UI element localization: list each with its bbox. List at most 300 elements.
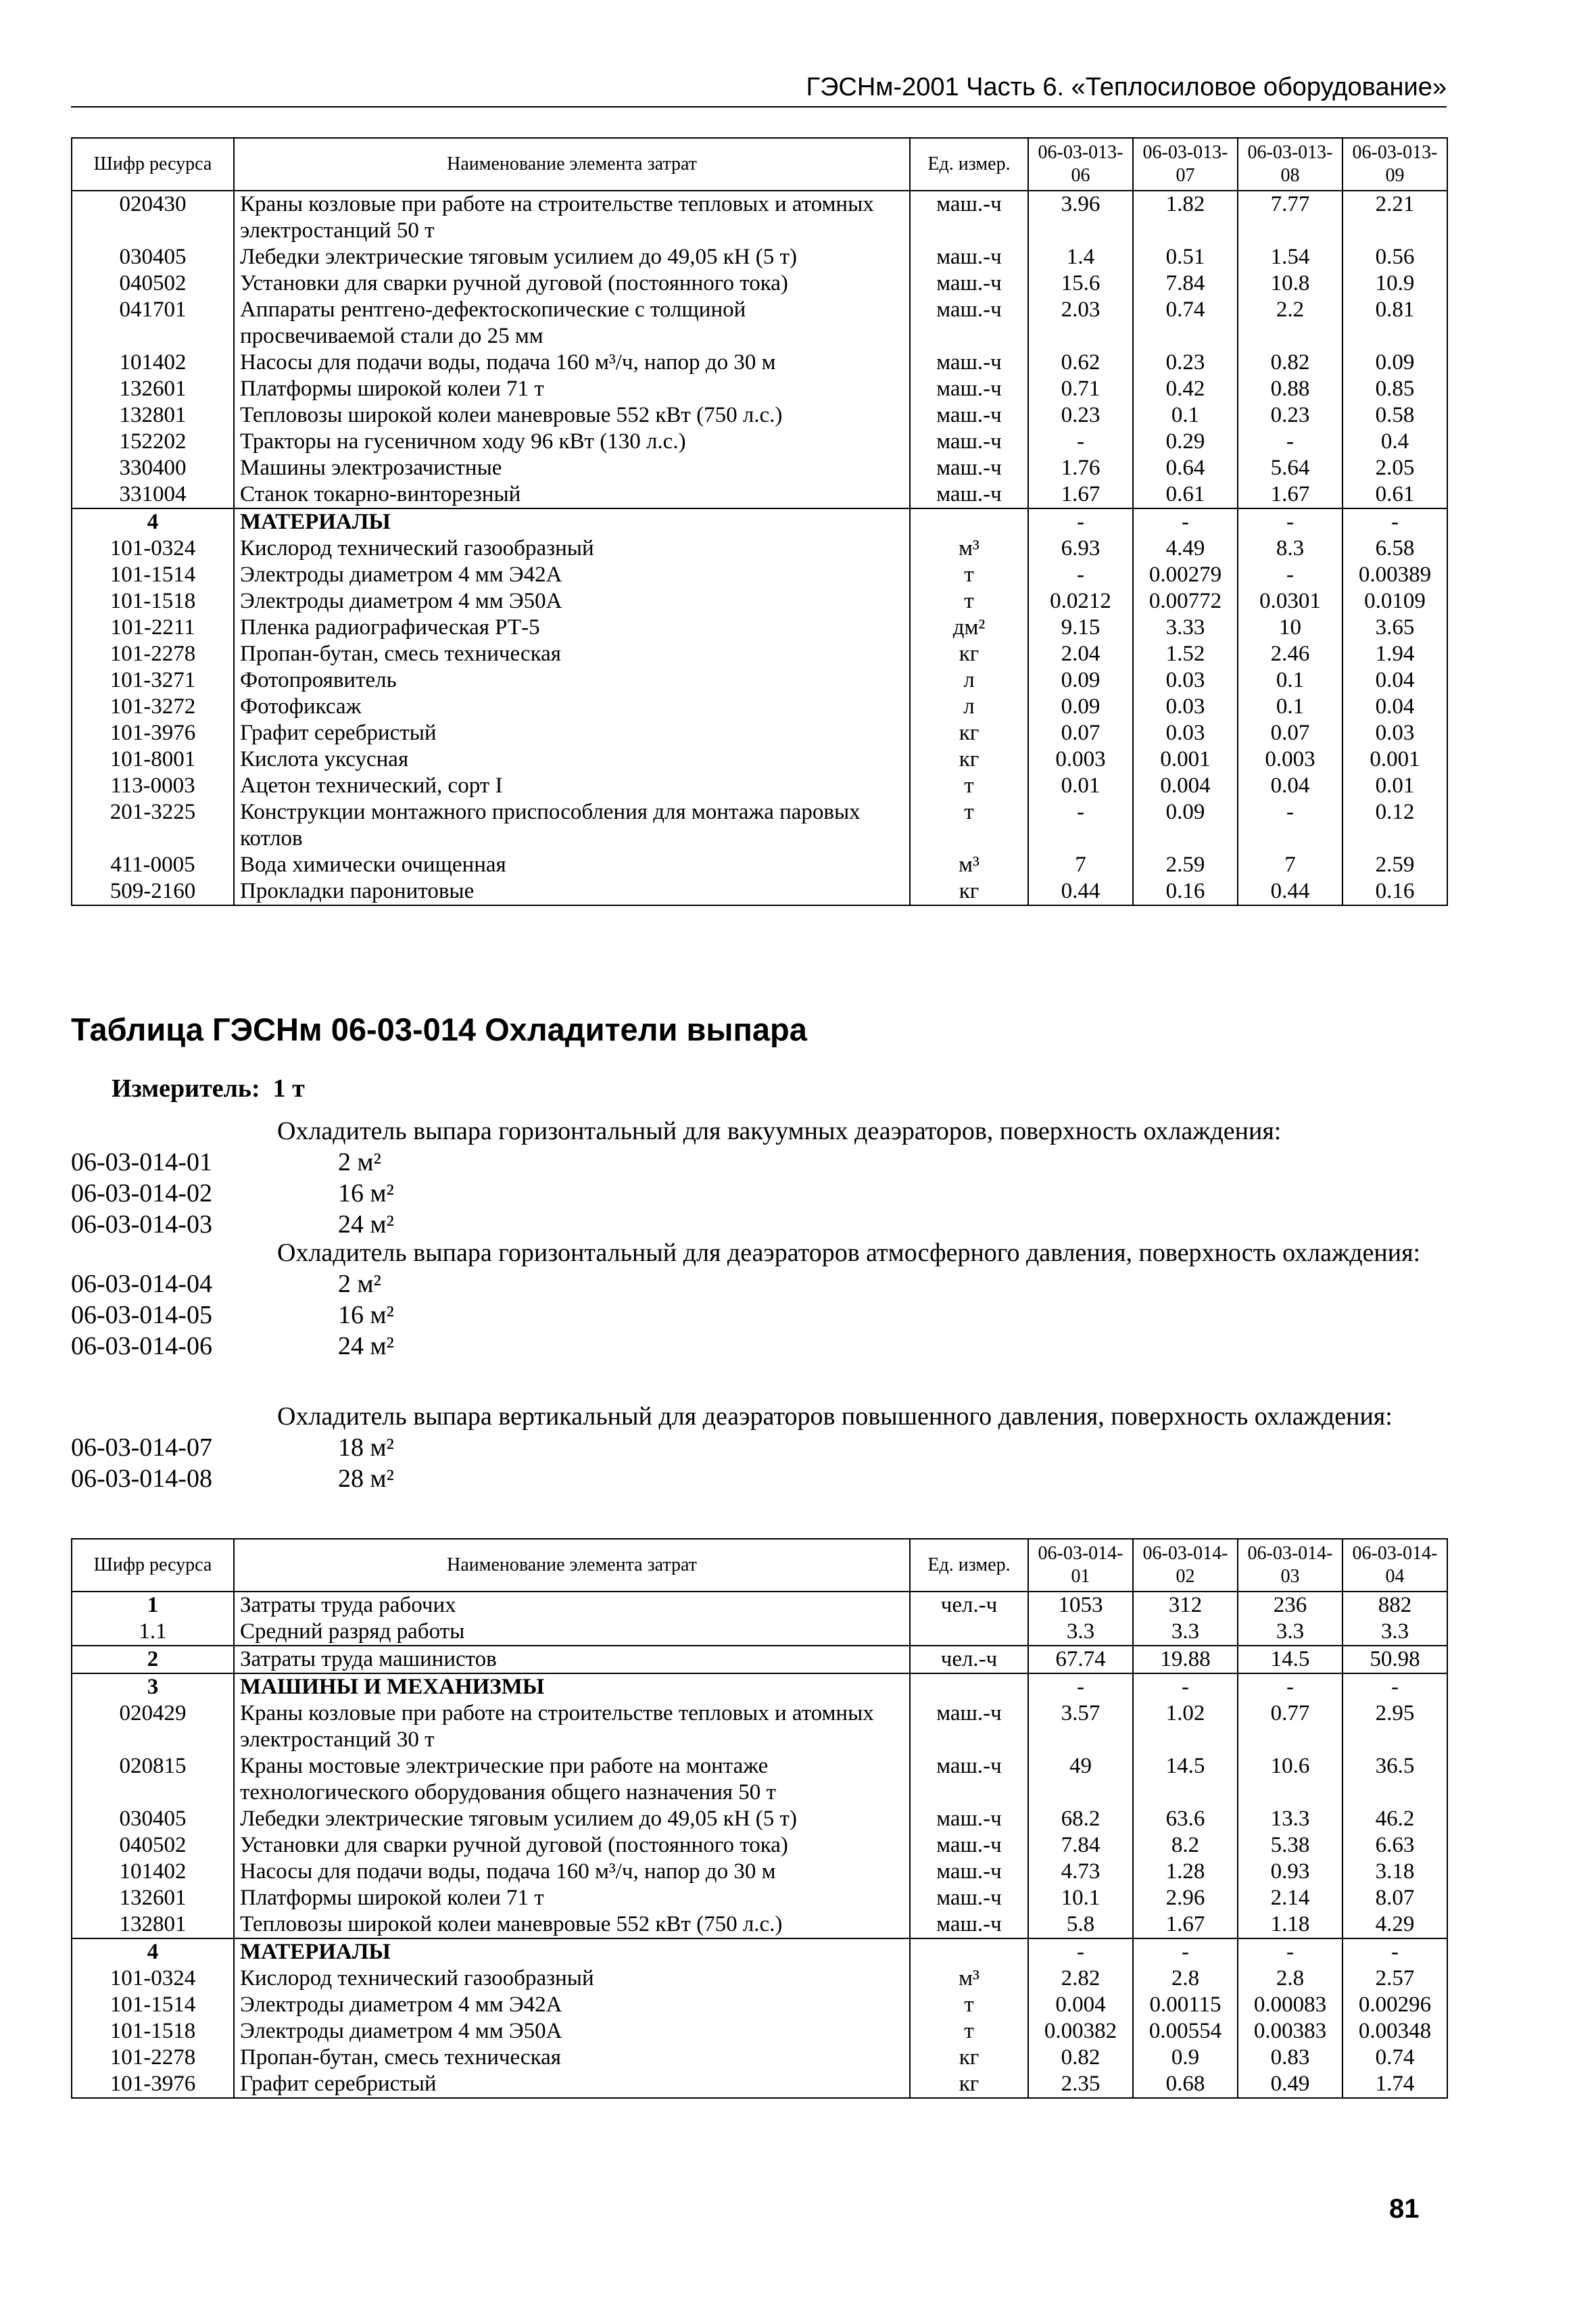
resource-unit: маш.-ч <box>910 1859 1028 1885</box>
group-description: Охладитель выпара горизонтальный для деаэраторов атмосферного давления, поверхность охлаждения: <box>277 1239 1421 1267</box>
resource-value: 2.95 <box>1343 1700 1447 1753</box>
resource-name: Электроды диаметром 4 мм Э42А <box>234 562 910 588</box>
resource-value: 50.98 <box>1343 1646 1447 1673</box>
resource-unit: чел.-ч <box>910 1646 1028 1673</box>
resource-value: 2.59 <box>1133 852 1238 878</box>
resource-code: 201-3225 <box>72 799 234 852</box>
resource-code: 1 <box>72 1592 234 1619</box>
table-row <box>72 746 1447 773</box>
resource-table-013 <box>71 137 1448 906</box>
resource-value: 2.04 <box>1028 641 1133 667</box>
norm-item <box>71 1147 1447 1178</box>
resource-unit: маш.-ч <box>910 244 1028 270</box>
resource-name: Краны козловые при работе на строительстве тепловых и атомных электростанций 30 т <box>234 1700 910 1753</box>
resource-value: 3.3 <box>1028 1619 1133 1646</box>
resource-code: 132801 <box>72 402 234 429</box>
resource-unit: м³ <box>910 852 1028 878</box>
norm-item <box>71 1463 1447 1494</box>
table-row <box>72 402 1447 429</box>
resource-value: 5.64 <box>1238 455 1343 481</box>
column-header: Шифр ресурса <box>72 1539 234 1592</box>
table-row <box>72 852 1447 878</box>
resource-name: Электроды диаметром 4 мм Э42А <box>234 1992 910 2018</box>
resource-unit: т <box>910 799 1028 852</box>
resource-name: Платформы широкой колеи 71 т <box>234 376 910 402</box>
resource-name: Затраты труда рабочих <box>234 1592 910 1619</box>
resource-unit: чел.-ч <box>910 1592 1028 1619</box>
resource-code: 3 <box>72 1673 234 1700</box>
norm-value: 16 м² <box>338 1179 394 1208</box>
table-row <box>72 376 1447 402</box>
resource-value: 2.46 <box>1238 641 1343 667</box>
resource-unit <box>910 1673 1028 1700</box>
resource-value: 0.51 <box>1133 244 1238 270</box>
resource-value: 0.00554 <box>1133 2018 1238 2045</box>
resource-value: 0.09 <box>1028 694 1133 720</box>
table-row <box>72 878 1447 905</box>
resource-unit: маш.-ч <box>910 455 1028 481</box>
resource-value: 0.16 <box>1343 878 1447 905</box>
resource-name: Тракторы на гусеничном ходу 96 кВт (130 л.с.) <box>234 429 910 455</box>
table-row <box>72 1592 1447 1619</box>
resource-name: Платформы широкой колеи 71 т <box>234 1885 910 1911</box>
resource-value: 0.64 <box>1133 455 1238 481</box>
resource-value: 1.67 <box>1238 481 1343 508</box>
column-header: 06-03-013-09 <box>1343 138 1447 191</box>
resource-code: 152202 <box>72 429 234 455</box>
table-row <box>72 694 1447 720</box>
table-row <box>72 1673 1447 1700</box>
resource-value: 1.54 <box>1238 244 1343 270</box>
resource-unit: маш.-ч <box>910 1911 1028 1938</box>
resource-name: Прокладки паронитовые <box>234 878 910 905</box>
resource-value: 0.29 <box>1133 429 1238 455</box>
column-header: 06-03-013-08 <box>1238 138 1343 191</box>
resource-value: - <box>1238 1673 1343 1700</box>
resource-value: 0.00383 <box>1238 2018 1343 2045</box>
resource-code: 113-0003 <box>72 773 234 799</box>
page-header: ГЭСНм-2001 Часть 6. «Теплосиловое оборудование» <box>71 73 1447 108</box>
table-row <box>72 1965 1447 1992</box>
resource-name: МАШИНЫ И МЕХАНИЗМЫ <box>234 1673 910 1700</box>
norm-item <box>71 1178 1447 1209</box>
resource-code: 101-2278 <box>72 2045 234 2071</box>
resource-value: 0.01 <box>1028 773 1133 799</box>
resource-value: 0.9 <box>1133 2045 1238 2071</box>
resource-unit: маш.-ч <box>910 1832 1028 1859</box>
resource-name: Машины электрозачистные <box>234 455 910 481</box>
group-description: Охладитель выпара вертикальный для деаэраторов повышенного давления, поверхность охлаждения: <box>277 1402 1393 1431</box>
table-row <box>72 1619 1447 1646</box>
norm-value: 24 м² <box>338 1332 394 1360</box>
resource-code: 041701 <box>72 297 234 350</box>
resource-value: 63.6 <box>1133 1806 1238 1832</box>
resource-code: 020815 <box>72 1753 234 1806</box>
table-row <box>72 1911 1447 1938</box>
resource-value: 0.61 <box>1343 481 1447 508</box>
table-row <box>72 2018 1447 2045</box>
resource-value: 0.004 <box>1133 773 1238 799</box>
resource-unit: маш.-ч <box>910 1700 1028 1753</box>
resource-name: Графит серебристый <box>234 2071 910 2098</box>
resource-name: Установки для сварки ручной дуговой (постоянного тока) <box>234 1832 910 1859</box>
resource-value: 0.82 <box>1028 2045 1133 2071</box>
norm-code: 06-03-014-03 <box>71 1210 212 1239</box>
resource-name: Тепловозы широкой колеи маневровые 552 кВт (750 л.с.) <box>234 1911 910 1938</box>
norm-group-2 <box>71 1237 1447 1362</box>
resource-value: 2.03 <box>1028 297 1133 350</box>
resource-code: 101402 <box>72 350 234 376</box>
norm-code: 06-03-014-07 <box>71 1433 212 1462</box>
resource-name: МАТЕРИАЛЫ <box>234 508 910 535</box>
resource-name: Затраты труда машинистов <box>234 1646 910 1673</box>
resource-value: 0.04 <box>1238 773 1343 799</box>
resource-value: 236 <box>1238 1592 1343 1619</box>
resource-value: 0.42 <box>1133 376 1238 402</box>
resource-code: 020430 <box>72 191 234 244</box>
resource-code: 101-2278 <box>72 641 234 667</box>
resource-code: 330400 <box>72 455 234 481</box>
resource-code: 101-2211 <box>72 615 234 641</box>
resource-value: 67.74 <box>1028 1646 1133 1673</box>
resource-name: Краны мостовые электрические при работе на монтаже технологического оборудования общего назначения 50 т <box>234 1753 910 1806</box>
resource-unit <box>910 508 1028 535</box>
resource-value: 7.84 <box>1133 270 1238 297</box>
norm-code: 06-03-014-04 <box>71 1270 212 1298</box>
column-header: 06-03-014-01 <box>1028 1539 1133 1592</box>
resource-value: 10 <box>1238 615 1343 641</box>
resource-value: 1.02 <box>1133 1700 1238 1753</box>
resource-value: 3.3 <box>1343 1619 1447 1646</box>
resource-code: 101-1514 <box>72 562 234 588</box>
resource-code: 4 <box>72 508 234 535</box>
resource-value: 36.5 <box>1343 1753 1447 1806</box>
resource-value: 14.5 <box>1238 1646 1343 1673</box>
column-header: 06-03-013-07 <box>1133 138 1238 191</box>
table-row <box>72 799 1447 852</box>
resource-value: 1.82 <box>1133 191 1238 244</box>
resource-value: 10.9 <box>1343 270 1447 297</box>
resource-value: 0.04 <box>1343 667 1447 694</box>
resource-unit: кг <box>910 2045 1028 2071</box>
resource-value: 2.14 <box>1238 1885 1343 1911</box>
norm-item <box>71 1432 1447 1463</box>
resource-value: 0.03 <box>1133 694 1238 720</box>
resource-value: 3.57 <box>1028 1700 1133 1753</box>
resource-value: - <box>1343 508 1447 535</box>
table-row <box>72 1832 1447 1859</box>
table-row <box>72 481 1447 508</box>
resource-value: 2.35 <box>1028 2071 1133 2098</box>
table-row <box>72 191 1447 244</box>
resource-value: - <box>1238 429 1343 455</box>
resource-value: 0.74 <box>1133 297 1238 350</box>
resource-code: 101-1514 <box>72 1992 234 2018</box>
resource-value: 7.77 <box>1238 191 1343 244</box>
resource-code: 101-3272 <box>72 694 234 720</box>
resource-code: 2 <box>72 1646 234 1673</box>
resource-name: Пропан-бутан, смесь техническая <box>234 2045 910 2071</box>
resource-unit: л <box>910 667 1028 694</box>
column-header: 06-03-014-04 <box>1343 1539 1447 1592</box>
norm-group-1 <box>71 1116 1447 1240</box>
resource-value: 0.0301 <box>1238 588 1343 615</box>
resource-name: Пленка радиографическая РТ-5 <box>234 615 910 641</box>
resource-name: Конструкции монтажного приспособления для монтажа паровых котлов <box>234 799 910 852</box>
resource-code: 101-0324 <box>72 1965 234 1992</box>
resource-code: 101-3976 <box>72 2071 234 2098</box>
resource-unit: кг <box>910 878 1028 905</box>
resource-name: Средний разряд работы <box>234 1619 910 1646</box>
resource-name: Пропан-бутан, смесь техническая <box>234 641 910 667</box>
resource-value: 0.04 <box>1343 694 1447 720</box>
resource-code: 1.1 <box>72 1619 234 1646</box>
table-row <box>72 350 1447 376</box>
resource-value: 19.88 <box>1133 1646 1238 1673</box>
resource-table-014 <box>71 1538 1448 2099</box>
resource-value: 0.09 <box>1028 667 1133 694</box>
resource-unit: маш.-ч <box>910 1753 1028 1806</box>
resource-value: - <box>1133 1673 1238 1700</box>
table-row <box>72 1859 1447 1885</box>
resource-unit: маш.-ч <box>910 429 1028 455</box>
table-row <box>72 1885 1447 1911</box>
resource-value: 15.6 <box>1028 270 1133 297</box>
table-row <box>72 2071 1447 2098</box>
resource-name: Насосы для подачи воды, подача 160 м³/ч, напор до 30 м <box>234 1859 910 1885</box>
resource-value: 6.58 <box>1343 535 1447 562</box>
resource-value: 0.58 <box>1343 402 1447 429</box>
resource-unit: м³ <box>910 535 1028 562</box>
resource-code: 411-0005 <box>72 852 234 878</box>
resource-value: 0.1 <box>1238 694 1343 720</box>
norm-item <box>71 1331 1447 1362</box>
resource-value: 882 <box>1343 1592 1447 1619</box>
group-description: Охладитель выпара горизонтальный для вакуумных деаэраторов, поверхность охлаждения: <box>277 1117 1282 1145</box>
table-row <box>72 1753 1447 1806</box>
resource-code: 101402 <box>72 1859 234 1885</box>
resource-unit: маш.-ч <box>910 481 1028 508</box>
table-title: Таблица ГЭСНм 06-03-014 Охладители выпара <box>71 1011 807 1047</box>
resource-value: - <box>1238 1938 1343 1965</box>
table-row <box>72 773 1447 799</box>
resource-value: - <box>1028 562 1133 588</box>
resource-value: 0.77 <box>1238 1700 1343 1753</box>
resource-code: 101-3976 <box>72 720 234 746</box>
resource-name: Графит серебристый <box>234 720 910 746</box>
table-row <box>72 1938 1447 1965</box>
resource-unit: маш.-ч <box>910 1806 1028 1832</box>
resource-unit: кг <box>910 746 1028 773</box>
table-row <box>72 720 1447 746</box>
norm-value: 24 м² <box>338 1210 394 1239</box>
resource-unit: т <box>910 562 1028 588</box>
norm-group-3 <box>71 1401 1447 1494</box>
resource-value: 0.07 <box>1028 720 1133 746</box>
resource-value: 0.00296 <box>1343 1992 1447 2018</box>
resource-value: 3.33 <box>1133 615 1238 641</box>
resource-unit: маш.-ч <box>910 350 1028 376</box>
resource-value: 0.82 <box>1238 350 1343 376</box>
resource-value: 0.00382 <box>1028 2018 1133 2045</box>
resource-name: Кислород технический газообразный <box>234 1965 910 1992</box>
resource-value: 1.18 <box>1238 1911 1343 1938</box>
norm-code: 06-03-014-08 <box>71 1464 212 1493</box>
resource-value: - <box>1133 508 1238 535</box>
resource-unit: маш.-ч <box>910 297 1028 350</box>
resource-value: 1.74 <box>1343 2071 1447 2098</box>
resource-value: - <box>1028 508 1133 535</box>
resource-value: 0.81 <box>1343 297 1447 350</box>
resource-value: 13.3 <box>1238 1806 1343 1832</box>
resource-value: 0.07 <box>1238 720 1343 746</box>
resource-unit: маш.-ч <box>910 270 1028 297</box>
resource-value: 0.4 <box>1343 429 1447 455</box>
resource-name: Лебедки электрические тяговым усилием до 49,05 кН (5 т) <box>234 244 910 270</box>
resource-value: 1.76 <box>1028 455 1133 481</box>
table-row <box>72 1992 1447 2018</box>
resource-value: - <box>1028 1673 1133 1700</box>
column-header: Шифр ресурса <box>72 138 234 191</box>
norm-item <box>71 1209 1447 1240</box>
resource-value: 4.73 <box>1028 1859 1133 1885</box>
norm-value: 28 м² <box>338 1464 394 1493</box>
meter-line <box>112 1074 305 1103</box>
resource-value: 3.3 <box>1238 1619 1343 1646</box>
table-header-row <box>72 1539 1447 1592</box>
resource-value: - <box>1238 508 1343 535</box>
page-number: 81 <box>1389 2194 1420 2224</box>
resource-value: 0.23 <box>1133 350 1238 376</box>
resource-value: 0.71 <box>1028 376 1133 402</box>
table-row <box>72 641 1447 667</box>
resource-code: 331004 <box>72 481 234 508</box>
resource-value: 0.85 <box>1343 376 1447 402</box>
resource-value: 6.93 <box>1028 535 1133 562</box>
resource-unit: кг <box>910 641 1028 667</box>
resource-value: 0.0109 <box>1343 588 1447 615</box>
resource-code: 040502 <box>72 1832 234 1859</box>
resource-value: - <box>1028 1938 1133 1965</box>
resource-value: 2.96 <box>1133 1885 1238 1911</box>
resource-code: 040502 <box>72 270 234 297</box>
resource-name: Станок токарно-винторезный <box>234 481 910 508</box>
resource-value: 1.28 <box>1133 1859 1238 1885</box>
resource-value: 2.82 <box>1028 1965 1133 1992</box>
resource-value: 1053 <box>1028 1592 1133 1619</box>
resource-value: 2.8 <box>1238 1965 1343 1992</box>
resource-name: Насосы для подачи воды, подача 160 м³/ч, напор до 30 м <box>234 350 910 376</box>
resource-value: 5.8 <box>1028 1911 1133 1938</box>
resource-value: 49 <box>1028 1753 1133 1806</box>
resource-value: 7.84 <box>1028 1832 1133 1859</box>
resource-value: 0.62 <box>1028 350 1133 376</box>
resource-value: 2.57 <box>1343 1965 1447 1992</box>
resource-value: 7 <box>1028 852 1133 878</box>
resource-value: 3.3 <box>1133 1619 1238 1646</box>
resource-unit: т <box>910 2018 1028 2045</box>
resource-unit: т <box>910 588 1028 615</box>
resource-value: - <box>1028 799 1133 852</box>
table-row <box>72 2045 1447 2071</box>
table-row <box>72 455 1447 481</box>
table-row <box>72 297 1447 350</box>
column-header: 06-03-014-02 <box>1133 1539 1238 1592</box>
resource-name: Установки для сварки ручной дуговой (постоянного тока) <box>234 270 910 297</box>
resource-value: 2.59 <box>1343 852 1447 878</box>
resource-value: 7 <box>1238 852 1343 878</box>
resource-unit: кг <box>910 2071 1028 2098</box>
norm-value: 18 м² <box>338 1433 394 1462</box>
resource-value: 0.74 <box>1343 2045 1447 2071</box>
resource-value: 2.05 <box>1343 455 1447 481</box>
resource-value: 3.18 <box>1343 1859 1447 1885</box>
resource-name: Фотопроявитель <box>234 667 910 694</box>
resource-name: МАТЕРИАЛЫ <box>234 1938 910 1965</box>
resource-value: 0.68 <box>1133 2071 1238 2098</box>
table-header-row <box>72 138 1447 191</box>
resource-code: 509-2160 <box>72 878 234 905</box>
resource-value: 0.23 <box>1238 402 1343 429</box>
resource-value: 0.0212 <box>1028 588 1133 615</box>
resource-value: 0.003 <box>1238 746 1343 773</box>
resource-value: 2.2 <box>1238 297 1343 350</box>
resource-value: 46.2 <box>1343 1806 1447 1832</box>
resource-value: 10.1 <box>1028 1885 1133 1911</box>
resource-name: Электроды диаметром 4 мм Э50А <box>234 588 910 615</box>
resource-code: 101-8001 <box>72 746 234 773</box>
resource-value: 0.001 <box>1133 746 1238 773</box>
resource-code: 030405 <box>72 244 234 270</box>
resource-value: - <box>1238 799 1343 852</box>
norm-value: 2 м² <box>338 1270 381 1298</box>
resource-value: 3.96 <box>1028 191 1133 244</box>
table-row <box>72 615 1447 641</box>
resource-unit: маш.-ч <box>910 376 1028 402</box>
resource-value: 6.63 <box>1343 1832 1447 1859</box>
resource-code: 101-0324 <box>72 535 234 562</box>
norm-code: 06-03-014-06 <box>71 1332 212 1360</box>
resource-value: 0.49 <box>1238 2071 1343 2098</box>
resource-value: 0.88 <box>1238 376 1343 402</box>
resource-code: 4 <box>72 1938 234 1965</box>
resource-name: Вода химически очищенная <box>234 852 910 878</box>
column-header: Наименование элемента затрат <box>234 1539 910 1592</box>
resource-value: 1.52 <box>1133 641 1238 667</box>
resource-value: 0.03 <box>1133 720 1238 746</box>
resource-value: 0.44 <box>1238 878 1343 905</box>
table-row <box>72 562 1447 588</box>
resource-unit <box>910 1938 1028 1965</box>
resource-value: 10.6 <box>1238 1753 1343 1806</box>
resource-unit <box>910 1619 1028 1646</box>
resource-value: 0.23 <box>1028 402 1133 429</box>
resource-name: Фотофиксаж <box>234 694 910 720</box>
table-row <box>72 588 1447 615</box>
column-header: Наименование элемента затрат <box>234 138 910 191</box>
resource-value: 14.5 <box>1133 1753 1238 1806</box>
resource-code: 132801 <box>72 1911 234 1938</box>
resource-value: 3.65 <box>1343 615 1447 641</box>
resource-code: 101-1518 <box>72 588 234 615</box>
resource-value: 0.003 <box>1028 746 1133 773</box>
table-row <box>72 508 1447 535</box>
resource-value: - <box>1028 429 1133 455</box>
resource-value: 8.07 <box>1343 1885 1447 1911</box>
resource-value: 0.12 <box>1343 799 1447 852</box>
resource-value: 0.1 <box>1133 402 1238 429</box>
resource-value: 1.94 <box>1343 641 1447 667</box>
